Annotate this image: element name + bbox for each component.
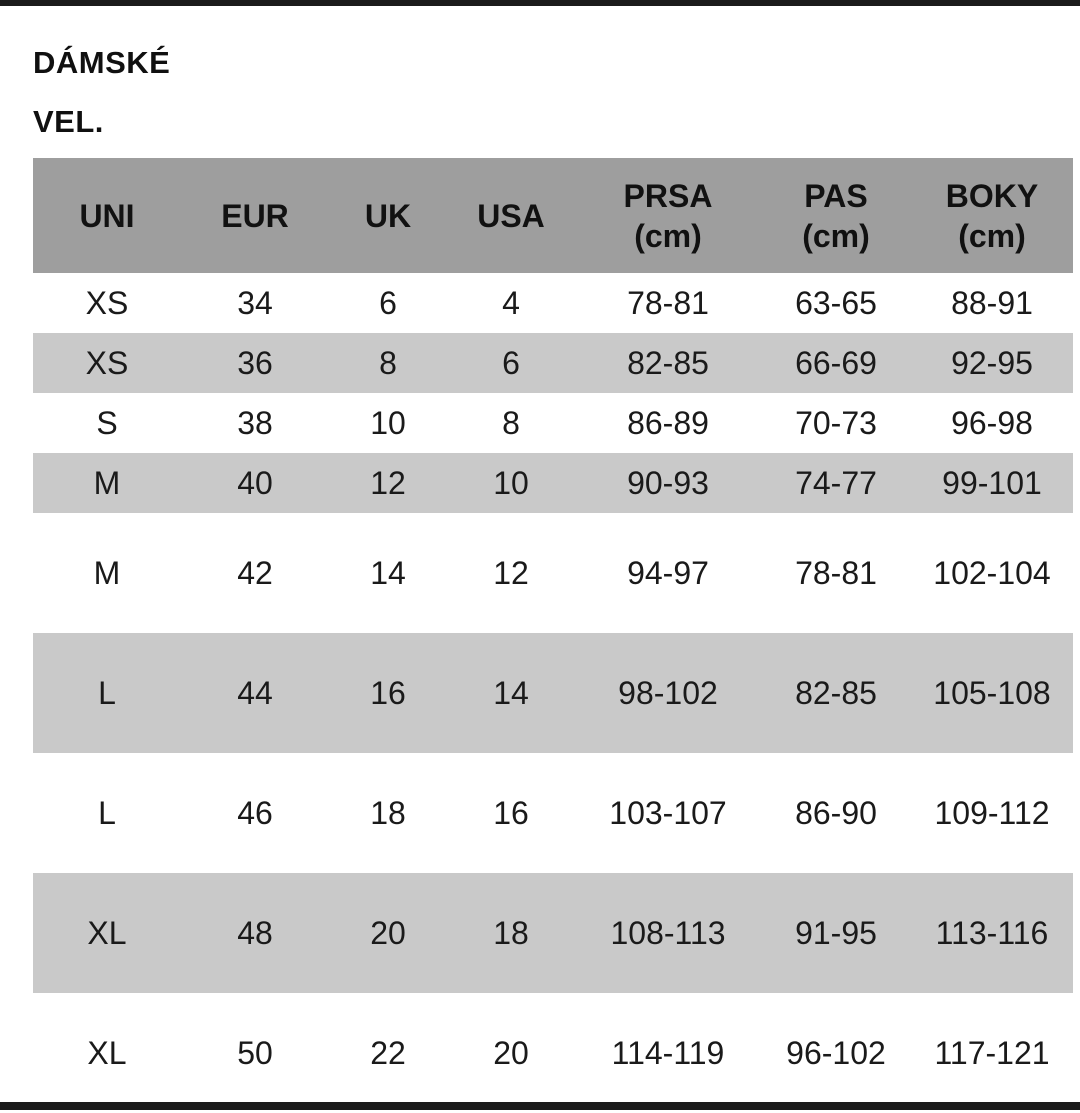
bottom-divider (0, 1102, 1080, 1110)
table-row (33, 453, 1073, 513)
cell-usa: 4 (447, 273, 575, 333)
page-title (33, 34, 453, 152)
cell-eur: 42 (181, 513, 329, 633)
cell-eur: 44 (181, 633, 329, 753)
cell-usa: 16 (447, 753, 575, 873)
cell-boky: 102-104 (911, 513, 1073, 633)
cell-uni: XL (33, 993, 181, 1113)
cell-usa: 14 (447, 633, 575, 753)
column-header-usa (447, 158, 575, 273)
size-table (33, 158, 1073, 1113)
size-table-container (33, 158, 1073, 1113)
cell-eur: 46 (181, 753, 329, 873)
column-header-uni (33, 158, 181, 273)
cell-uk: 10 (329, 393, 447, 453)
cell-uni: XS (33, 273, 181, 333)
cell-eur: 48 (181, 873, 329, 993)
cell-prsa: 114-119 (575, 993, 761, 1113)
table-header (33, 158, 1073, 273)
cell-usa: 20 (447, 993, 575, 1113)
cell-uni: M (33, 453, 181, 513)
cell-prsa: 86-89 (575, 393, 761, 453)
cell-uk: 12 (329, 453, 447, 513)
cell-boky: 109-112 (911, 753, 1073, 873)
cell-pas: 63-65 (761, 273, 911, 333)
cell-uk: 6 (329, 273, 447, 333)
cell-usa: 6 (447, 333, 575, 393)
cell-uk: 20 (329, 873, 447, 993)
cell-eur: 40 (181, 453, 329, 513)
cell-pas: 96-102 (761, 993, 911, 1113)
cell-uni: XS (33, 333, 181, 393)
column-header-usa-label: USA (477, 197, 545, 234)
cell-eur: 34 (181, 273, 329, 333)
cell-boky: 88-91 (911, 273, 1073, 333)
cell-pas: 82-85 (761, 633, 911, 753)
cell-usa: 8 (447, 393, 575, 453)
cell-uk: 14 (329, 513, 447, 633)
column-header-prsa-label: PRSA (623, 177, 713, 214)
cell-pas: 78-81 (761, 513, 911, 633)
column-header-prsa (575, 158, 761, 273)
cell-pas: 66-69 (761, 333, 911, 393)
column-header-eur-label: EUR (221, 197, 289, 234)
page-title-line-1: DÁMSKÉ (33, 45, 171, 80)
cell-pas: 86-90 (761, 753, 911, 873)
cell-boky: 113-116 (911, 873, 1073, 993)
cell-uk: 8 (329, 333, 447, 393)
cell-uni: M (33, 513, 181, 633)
cell-prsa: 103-107 (575, 753, 761, 873)
cell-uk: 18 (329, 753, 447, 873)
cell-uni: L (33, 753, 181, 873)
column-header-eur (181, 158, 329, 273)
page-title-line-2: VEL. (33, 103, 104, 139)
column-header-prsa-unit: (cm) (634, 217, 702, 254)
table-row (33, 633, 1073, 753)
cell-uni: L (33, 633, 181, 753)
cell-pas: 74-77 (761, 453, 911, 513)
cell-uk: 22 (329, 993, 447, 1113)
cell-prsa: 82-85 (575, 333, 761, 393)
cell-boky: 105-108 (911, 633, 1073, 753)
cell-prsa: 108-113 (575, 873, 761, 993)
cell-eur: 36 (181, 333, 329, 393)
table-row (33, 873, 1073, 993)
cell-prsa: 90-93 (575, 453, 761, 513)
cell-eur: 50 (181, 993, 329, 1113)
column-header-pas-unit: (cm) (802, 217, 870, 254)
column-header-pas (761, 158, 911, 273)
cell-boky: 99-101 (911, 453, 1073, 513)
cell-boky: 92-95 (911, 333, 1073, 393)
cell-boky: 117-121 (911, 993, 1073, 1113)
column-header-boky-unit: (cm) (958, 217, 1026, 254)
cell-prsa: 94-97 (575, 513, 761, 633)
cell-eur: 38 (181, 393, 329, 453)
column-header-uk (329, 158, 447, 273)
cell-uni: XL (33, 873, 181, 993)
cell-prsa: 98-102 (575, 633, 761, 753)
column-header-uni-label: UNI (79, 197, 135, 234)
cell-usa: 10 (447, 453, 575, 513)
table-row (33, 753, 1073, 873)
cell-uk: 16 (329, 633, 447, 753)
table-row (33, 513, 1073, 633)
cell-usa: 18 (447, 873, 575, 993)
cell-boky: 96-98 (911, 393, 1073, 453)
cell-uni: S (33, 393, 181, 453)
cell-prsa: 78-81 (575, 273, 761, 333)
table-row (33, 333, 1073, 393)
table-header-row (33, 158, 1073, 273)
table-row (33, 273, 1073, 333)
column-header-boky (911, 158, 1073, 273)
top-divider (0, 0, 1080, 6)
table-body (33, 273, 1073, 1113)
table-row (33, 393, 1073, 453)
column-header-pas-label: PAS (804, 177, 868, 214)
cell-pas: 91-95 (761, 873, 911, 993)
column-header-boky-label: BOKY (945, 177, 1039, 214)
column-header-uk-label: UK (364, 197, 412, 234)
cell-usa: 12 (447, 513, 575, 633)
cell-pas: 70-73 (761, 393, 911, 453)
table-row (33, 993, 1073, 1113)
